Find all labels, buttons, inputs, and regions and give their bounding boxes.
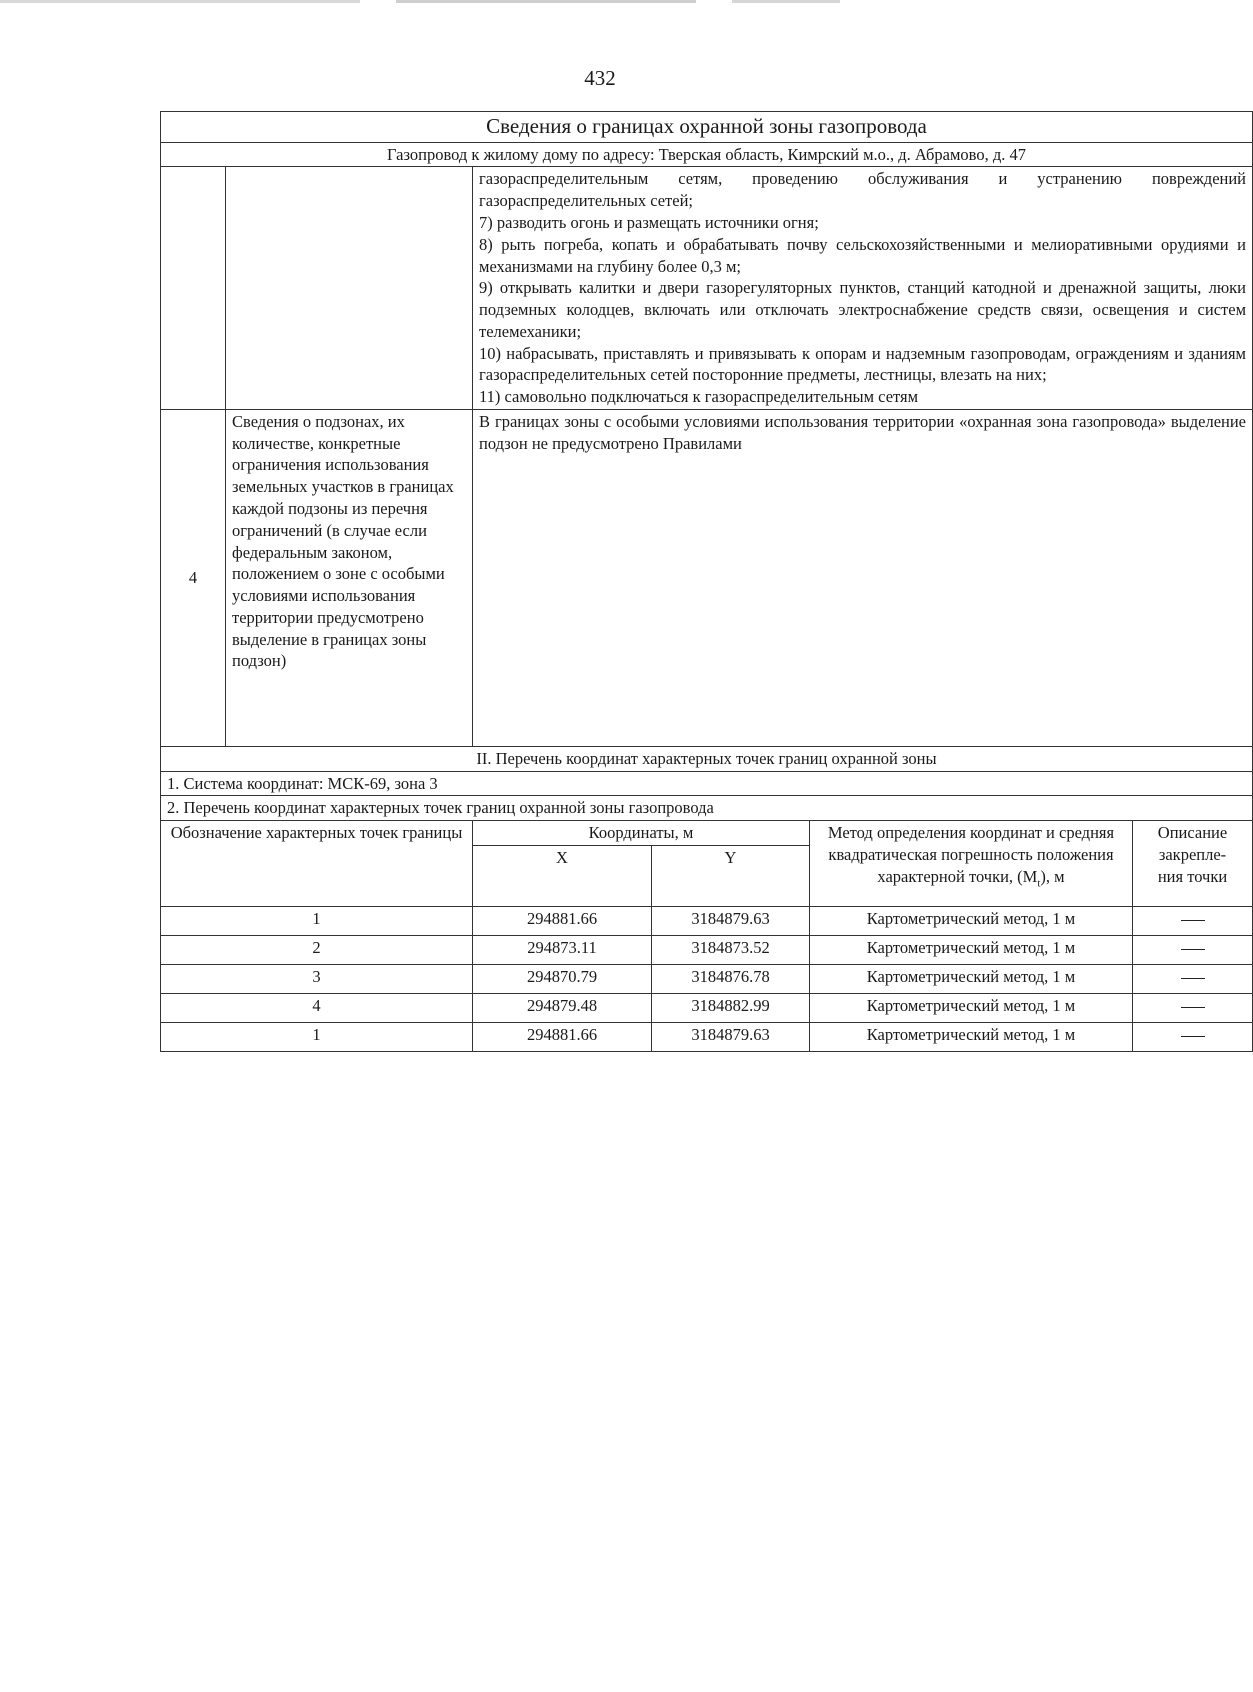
restriction-item: газораспределительным сетям, проведению обслуживания и устранению повреждений газораспределительных сетей; — [479, 169, 1247, 211]
point-id: 4 — [161, 993, 473, 1022]
coord-x: 294881.66 — [473, 906, 652, 935]
section-heading: II. Перечень координат характерных точек границ охранной зоны — [161, 746, 1253, 771]
point-id: 1 — [161, 1022, 473, 1051]
dash-mark — [1181, 949, 1205, 950]
header-x: X — [473, 845, 652, 906]
point-description — [1133, 993, 1253, 1022]
restriction-item: 11) самовольно подключаться к газораспределительным сетям — [479, 387, 919, 407]
point-description — [1133, 964, 1253, 993]
method: Картометрический метод, 1 м — [810, 906, 1133, 935]
restrictions-continued — [473, 167, 1253, 409]
point-id: 1 — [161, 906, 473, 935]
point-description — [1133, 1022, 1253, 1051]
coord-x: 294870.79 — [473, 964, 652, 993]
table-row — [161, 906, 1253, 935]
subzones-value: В границах зоны с особыми условиями использования территории «охранная зона газопровода» выделение подзон не предусмотрено Правилами — [473, 409, 1253, 746]
coord-x: 294881.66 — [473, 1022, 652, 1051]
dash-mark — [1181, 920, 1205, 921]
coord-y: 3184879.63 — [652, 1022, 810, 1051]
point-description — [1133, 935, 1253, 964]
coord-y: 3184876.78 — [652, 964, 810, 993]
table-row — [161, 993, 1253, 1022]
document-title: Сведения о границах охранной зоны газопровода — [161, 112, 1253, 143]
coord-x: 294873.11 — [473, 935, 652, 964]
header-coordinates: Координаты, м — [473, 821, 810, 846]
point-id: 3 — [161, 964, 473, 993]
method: Картометрический метод, 1 м — [810, 935, 1133, 964]
restriction-item: 7) разводить огонь и размещать источники огня; — [479, 213, 819, 233]
dash-mark — [1181, 1007, 1205, 1008]
header-point: Обозначение характерных точек границы — [161, 821, 473, 907]
gas-zone-table — [160, 111, 1253, 1052]
row-number: 4 — [161, 409, 226, 746]
table-row — [161, 935, 1253, 964]
coordinates-list-title: 2. Перечень координат характерных точек границ охранной зоны газопровода — [161, 796, 1253, 821]
method: Картометрический метод, 1 м — [810, 1022, 1133, 1051]
coord-y: 3184879.63 — [652, 906, 810, 935]
table-row — [161, 1022, 1253, 1051]
header-method: Метод определения координат и средняя квадратическая погрешность положения характерной точки, $(M_t)$, м — [810, 821, 1133, 907]
dash-mark — [1181, 978, 1205, 979]
page-number: 432 — [584, 66, 616, 90]
table-row — [161, 964, 1253, 993]
method: Картометрический метод, 1 м — [810, 964, 1133, 993]
dash-mark — [1181, 1036, 1205, 1037]
coordinate-system: 1. Система координат: МСК-69, зона 3 — [161, 771, 1253, 796]
gas-pipeline-address: Газопровод к жилому дому по адресу: Тверская область, Кимрский м.о., д. Абрамово, д. 47 — [161, 142, 1253, 167]
header-y: Y — [652, 845, 810, 906]
restriction-item: 9) открывать калитки и двери газорегуляторных пунктов, станций катодной и дренажной защиты, люки подземных колодцев, включать или отключать электроснабжение средств связи, освещения и систем телемеханики; — [479, 278, 1247, 341]
coord-x: 294879.48 — [473, 993, 652, 1022]
scan-edge — [0, 0, 1200, 3]
subzones-label: Сведения о подзонах, их количестве, конкретные ограничения использования земельных участков в границах каждой подзоны из перечня ограничений (в случае если федеральным законом, положением о зоне с особыми условиями использования территории предусмотрено выделение в границах зоны подзон) — [226, 409, 473, 746]
coord-y: 3184873.52 — [652, 935, 810, 964]
restriction-item: 10) набрасывать, приставлять и привязывать к опорам и надземным газопроводам, ограждениям и зданиям газораспределительных сетей посторонние предметы, лестницы, влезать на них; — [479, 343, 1247, 385]
coord-y: 3184882.99 — [652, 993, 810, 1022]
row-number-empty — [161, 167, 226, 409]
header-description: Описание закрепле- ния точки — [1133, 821, 1253, 907]
method: Картометрический метод, 1 м — [810, 993, 1133, 1022]
row-label-empty — [226, 167, 473, 409]
point-id: 2 — [161, 935, 473, 964]
point-description — [1133, 906, 1253, 935]
restriction-item: 8) рыть погреба, копать и обрабатывать почву сельскохозяйственными и мелиоративными орудиями и механизмами на глубину более 0,3 м; — [479, 234, 1247, 276]
